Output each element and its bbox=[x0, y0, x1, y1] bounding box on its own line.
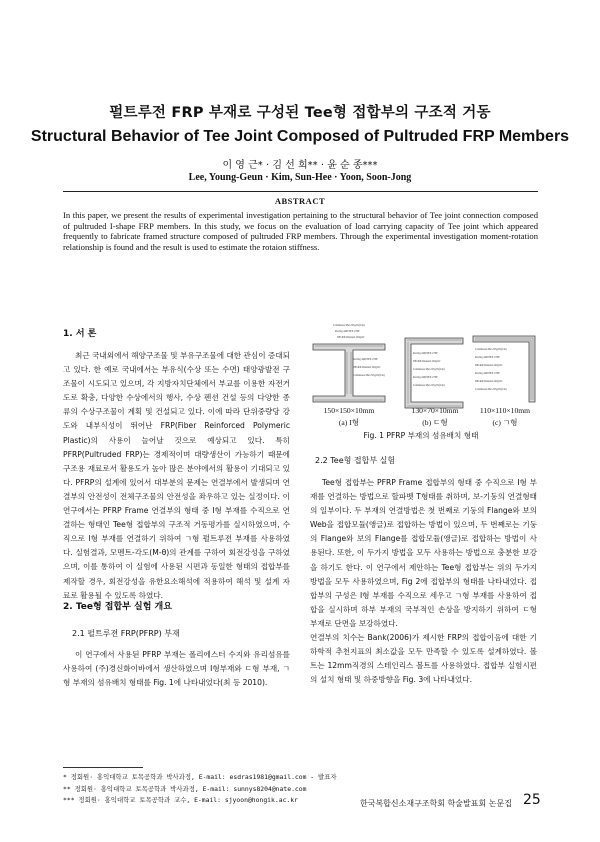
page-number: 25 bbox=[523, 792, 541, 808]
fig-layer-label: Roving 4400TEX 270E bbox=[475, 372, 500, 375]
abstract-divider bbox=[63, 191, 538, 192]
fig-sub-label-c: (c) ㄱ형 bbox=[492, 418, 518, 427]
subsection-2-1-body bbox=[63, 648, 290, 690]
fig-layer-label: Continuous Mat 225g/m²(Cm) bbox=[353, 374, 385, 377]
fig-layer-label: Continuous Mat 225g/m²(Cm) bbox=[413, 384, 445, 387]
fig-dim-label-c: 110×110×10mm bbox=[479, 406, 531, 415]
fig-layer-label: DB 400/Oriented 220g/m² bbox=[475, 380, 503, 383]
subsection-2-1-paragraph: 이 연구에서 사용된 PFRP 부재는 폴리에스터 수지와 유리섬유를 사용하여 (주)경신화이바에서 생산하였으며 I형부재와 ㄷ형 부재, ㄱ형 부재의 섬유배치 형태를 Fig. 1에 나타내었다(최 등 2010). bbox=[63, 650, 290, 688]
fig-layer-label: Roving 4400TEX 270E bbox=[413, 376, 438, 379]
figure-1-caption: Fig. 1 PFRP 부재의 섬유배치 형태 bbox=[363, 431, 479, 440]
fig-layer-label: Roving 4400TEX 270E bbox=[475, 356, 500, 359]
fig-layer-label: DB 400/Oriented 220g/m² bbox=[475, 364, 503, 367]
section-2-heading: 2. Tee형 접합부 실험 개요 bbox=[63, 602, 172, 612]
paper-title-english: Structural Behavior of Tee Joint Composed of Pultruded FRP Members bbox=[30, 128, 570, 145]
authors-korean: 이 영 근* · 김 선 희** · 윤 순 종*** bbox=[222, 160, 378, 171]
angle-section-drawing bbox=[473, 336, 535, 402]
subsection-2-2-body bbox=[310, 476, 537, 687]
figure-1-drawing bbox=[305, 316, 537, 431]
footnote-1: * 정회원· 홍익대학교 토목공학과 박사과정, E-mail: esdras1981@gmail.com - 발표자 bbox=[63, 773, 337, 781]
subsection-2-1-heading: 2.1 펄트루젼 FRP(PFRP) 부재 bbox=[72, 629, 180, 638]
c-section-drawing bbox=[405, 338, 463, 408]
fig-layer-label: Continuous Mat 225g/m²(Cm) bbox=[475, 388, 507, 391]
fig-layer-label: DB 400/Oriented 220g/m² bbox=[413, 360, 441, 363]
section-1-heading: 1. 서 론 bbox=[63, 329, 97, 339]
footnote-2: ** 정회원· 홍익대학교 토목공학과 박사과정, E-mail: sunnys8204@nate.com bbox=[63, 784, 307, 793]
footnotes bbox=[63, 772, 363, 807]
journal-footer: 한국복합신소재구조학회 학술발표회 논문집 bbox=[360, 799, 512, 808]
fig-dim-label-b: 130×70×10mm bbox=[411, 406, 459, 415]
fig-layer-label: Continuous Mat 225g/m²(Cm) bbox=[413, 368, 445, 371]
fig-layer-label: Roving 4400TEX 270E bbox=[353, 358, 378, 361]
fig-dim-label-a: 150×150×10mm bbox=[323, 406, 375, 415]
fig-sub-label-a: (a) I형 bbox=[338, 418, 360, 427]
paper-title-korean: 펄트루전 FRP 부재로 구성된 Tee형 접합부의 구조적 거동 bbox=[109, 105, 491, 121]
footnote-3: *** 정회원· 홍익대학교 토목공학과 교수, E-mail: sjyoon@hongik.ac.kr bbox=[63, 796, 298, 804]
subsection-2-2-paragraph-1: Tee형 접합부는 PFRP Frame 접합부의 형태 중 수직으로 I형 부재를 연결하는 방법으로 할파벳 T형태를 취하며, 보-기둥의 연결형태의 일부이다. 두 부재의 연결방법은 첫 번째로 기둥의 Flange와 보의 Web을 접합모듈(앵글)로 접합하는 방법이 있으며, 두 번째로는 기둥의 Flange와 보의 Flange를 접합모듈(앵글)로 접합하는 방법이 사용된다. 또한, 이 두가지 방법을 모두 사용하는 방법으로 충분한 보강을 하기도 한다. 이 연구에서 제안하는 Tee형 접합부는 위의 두가지 방법을 모두 사용하였으며, Fig 2에 접합부의 형태를 나타내었다. 접합부의 구성은 I형 부재를 수직으로 세우고 ㄱ형 부재를 사용하여 접합을 실시하며 하부 부재의 국부적인 손상을 방지하기 위하여 ㄷ형 부재로 단면을 보강하였다. bbox=[310, 478, 537, 628]
fig-layer-label: Roving 4400TEX 270E bbox=[335, 330, 360, 333]
authors-english: Lee, Young-Geun · Kim, Sun-Hee · Yoon, Soon-Jong bbox=[188, 172, 412, 183]
abstract-text: In this paper, we present the results of experimental investigation pertaining to the structural behavior of Tee joint connection composed of pultruded I-shape FRP members. In this study, we focus on the evaluation of load carrying capacity of Tee joint which appeared frequently to fabricate framed structure composed of pultruded FRP members. Through the experimental investigation moment-rotation relationship is found and the result is used to estimate the rotaion stiffness. bbox=[63, 210, 538, 252]
abstract-heading: ABSTRACT bbox=[274, 196, 326, 206]
fig-sub-label-b: (b) ㄷ형 bbox=[422, 418, 448, 427]
section-1-paragraph: 최근 국내외에서 해양구조물 및 부유구조물에 대한 관심이 증대되고 있다. 한 예로 국내에서는 부유식(수상 또는 수면) 태양광발전 구조물이 시도되고 있으며, 각 지방자치단체에서 부교를 이용한 자전거도로 확충, 다양한 수상에서의 행사, 수상 펜션 건설 등의 다양한 종류의 수상구조물이 계획 및 건설되고 있다. 이에 따라 단위중량당 강도와 내부식성이 뛰어난 FRP(Fiber Reinforced Polymeric Plastic)의 사용이 늘어날 것으로 예상되고 있다. 특히 PFRP(Pultruded FRP)는 경제적이며 대량생산이 가능하기 때문에 구조용 재료로서 활용도가 높아 많은 분야에서의 활용이 기대되고 있다. PFRP의 설계에 있어서 대부분의 문제는 연결부에서 발생되며 연결부의 안전성이 전체구조물의 안전성을 좌우하고 있는 실정이다. 이 연구에서는 PFRP Frame 연결부의 형태 중 I형 부재를 수직으로 연결하는 형태인 Tee형 접합부의 구조적 거동평가를 실시하였으며, 수직으로 I형 부재를 연결하기 위하여 ㄱ형 펄트루젼 부재를 사용하였다. 실험결과, 모멘트-각도(M-θ)의 관계를 구하여 회전강성을 구하였으며, 이를 통하여 이 실험에 사용된 시편과 동일한 형태의 접합부를 제작할 경우, 회전강성을 유한요소해석에 적용하여 해석 및 설계 자료로 활용될 수 있도록 하였다. bbox=[63, 351, 290, 600]
subsection-2-2-paragraph-2: 연결부의 치수는 Bank(2006)가 제시한 FRP의 접합이음에 대한 기하학적 추천지표의 최소값을 모두 만족할 수 있도록 설계하였다. 볼트는 12mm직경의 스테인리스 볼트를 사용하였다. 접합부 실험시편의 설치 형태 및 하중방향을 Fig. 3에 나타내었다. bbox=[310, 633, 537, 685]
section-1-body bbox=[63, 349, 290, 603]
figure-1 bbox=[305, 316, 537, 431]
subsection-2-2-heading: 2.2 Tee형 접합부 실험 bbox=[315, 456, 396, 465]
i-section-drawing bbox=[313, 344, 385, 402]
footnote-divider bbox=[63, 767, 143, 768]
fig-layer-label: DB 400/Oriented 220g/m² bbox=[353, 366, 381, 369]
fig-layer-label: Continuous Mat 225g/m²(Cm) bbox=[333, 324, 365, 327]
fig-layer-label: Continuous Mat 225g/m²(Cm) bbox=[475, 348, 507, 351]
fig-layer-label: Roving 4400TEX 270E bbox=[413, 352, 438, 355]
fig-layer-label: DB 400/Oriented 220g/m² bbox=[337, 336, 365, 339]
